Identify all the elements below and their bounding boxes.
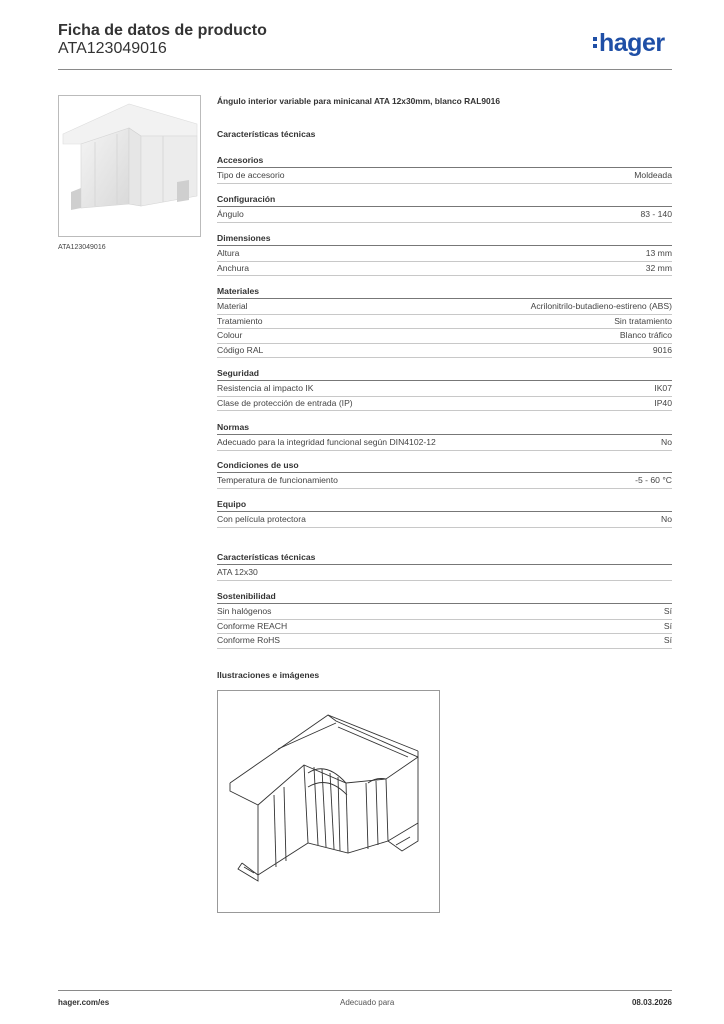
- product-photo: [58, 95, 201, 237]
- spec-value: Sí: [663, 606, 672, 616]
- section-title: Sostenibilidad: [217, 591, 672, 604]
- spec-row: [217, 620, 672, 635]
- spec-value: 9016: [652, 344, 672, 355]
- product-reference: ATA123049016: [58, 40, 167, 57]
- footer-website: hager.com/es: [58, 998, 110, 1007]
- product-description: Ángulo interior variable para minicanal ATA 12x30mm, blanco RAL9016: [217, 96, 500, 106]
- spec-row: [217, 344, 672, 359]
- spec-label: Temperatura de funcionamiento: [217, 475, 338, 485]
- logo-dots-icon: [593, 37, 597, 51]
- spec-row: [217, 566, 672, 581]
- spec-value: 83 - 140: [640, 209, 672, 219]
- spec-value: Sí: [663, 635, 672, 645]
- spec-value: No: [661, 437, 672, 447]
- spec-value: Blanco tráfico: [619, 330, 672, 340]
- technical-drawing: [217, 690, 440, 913]
- footer-date: 08.03.2026: [631, 998, 672, 1007]
- footer-divider: [58, 990, 672, 991]
- section-title: Configuración: [217, 194, 672, 207]
- spec-value: IP40: [654, 397, 672, 408]
- section-title: Materiales: [217, 286, 672, 299]
- spec-row: [217, 436, 672, 451]
- section-title: Condiciones de uso: [217, 460, 672, 473]
- spec-label: Tipo de accesorio: [217, 170, 285, 180]
- spec-value: IK07: [654, 383, 672, 393]
- spec-label: Tratamiento: [217, 315, 263, 326]
- main-heading: Características técnicas: [217, 129, 316, 139]
- logo-text: hager: [599, 29, 665, 57]
- spec-row: [217, 169, 672, 184]
- spec-value: -5 - 60 °C: [635, 475, 672, 485]
- spec-row: [217, 315, 672, 330]
- section-title: Equipo: [217, 499, 672, 512]
- spec-label: Conforme RoHS: [217, 635, 281, 645]
- spec-row: [217, 247, 672, 262]
- technical-drawing-icon: [218, 691, 439, 912]
- spec-row: [217, 300, 672, 315]
- header-divider: [58, 69, 672, 70]
- spec-label: Código RAL: [217, 344, 264, 355]
- spec-label: Ángulo: [217, 209, 244, 219]
- section-title: Seguridad: [217, 368, 672, 381]
- spec-value: No: [661, 514, 672, 524]
- product-photo-caption: ATA123049016: [58, 244, 106, 251]
- section-title: Accesorios: [217, 155, 672, 168]
- section-title: Dimensiones: [217, 233, 672, 246]
- spec-label: Anchura: [217, 262, 250, 273]
- spec-row: [217, 513, 672, 528]
- section-title: Características técnicas: [217, 552, 672, 565]
- spec-label: Material: [217, 301, 248, 311]
- spec-label: Adecuado para la integridad funcional según DIN4102-12: [217, 437, 436, 447]
- spec-row: [217, 329, 672, 344]
- spec-value: Sin tratamiento: [614, 315, 672, 326]
- spec-label: Con película protectora: [217, 514, 306, 524]
- product-photo-icon: [59, 96, 200, 236]
- hager-logo: [593, 29, 665, 58]
- page-title: Ficha de datos de producto: [58, 22, 267, 39]
- spec-value: 32 mm: [645, 262, 672, 273]
- spec-row: [217, 208, 672, 223]
- spec-value: Sí: [663, 620, 672, 631]
- spec-row: [217, 262, 672, 277]
- spec-label: Clase de protección de entrada (IP): [217, 397, 353, 408]
- spec-row: [217, 474, 672, 489]
- spec-label: Resistencia al impacto IK: [217, 383, 314, 393]
- footer-note: Adecuado para: [340, 998, 395, 1007]
- spec-value: Acrilonitrilo-butadieno-estireno (ABS): [530, 301, 672, 311]
- spec-row: [217, 634, 672, 649]
- spec-value: 13 mm: [645, 248, 672, 258]
- spec-row: [217, 397, 672, 412]
- spec-label: Altura: [217, 248, 240, 258]
- spec-value: Moldeada: [634, 170, 672, 180]
- section-title: Normas: [217, 422, 672, 435]
- spec-label: ATA 12x30: [217, 567, 258, 577]
- spec-label: Sin halógenos: [217, 606, 272, 616]
- illustrations-heading: Ilustraciones e imágenes: [217, 670, 320, 680]
- spec-label: Colour: [217, 330, 243, 340]
- spec-row: [217, 382, 672, 397]
- spec-row: [217, 605, 672, 620]
- spec-label: Conforme REACH: [217, 620, 288, 631]
